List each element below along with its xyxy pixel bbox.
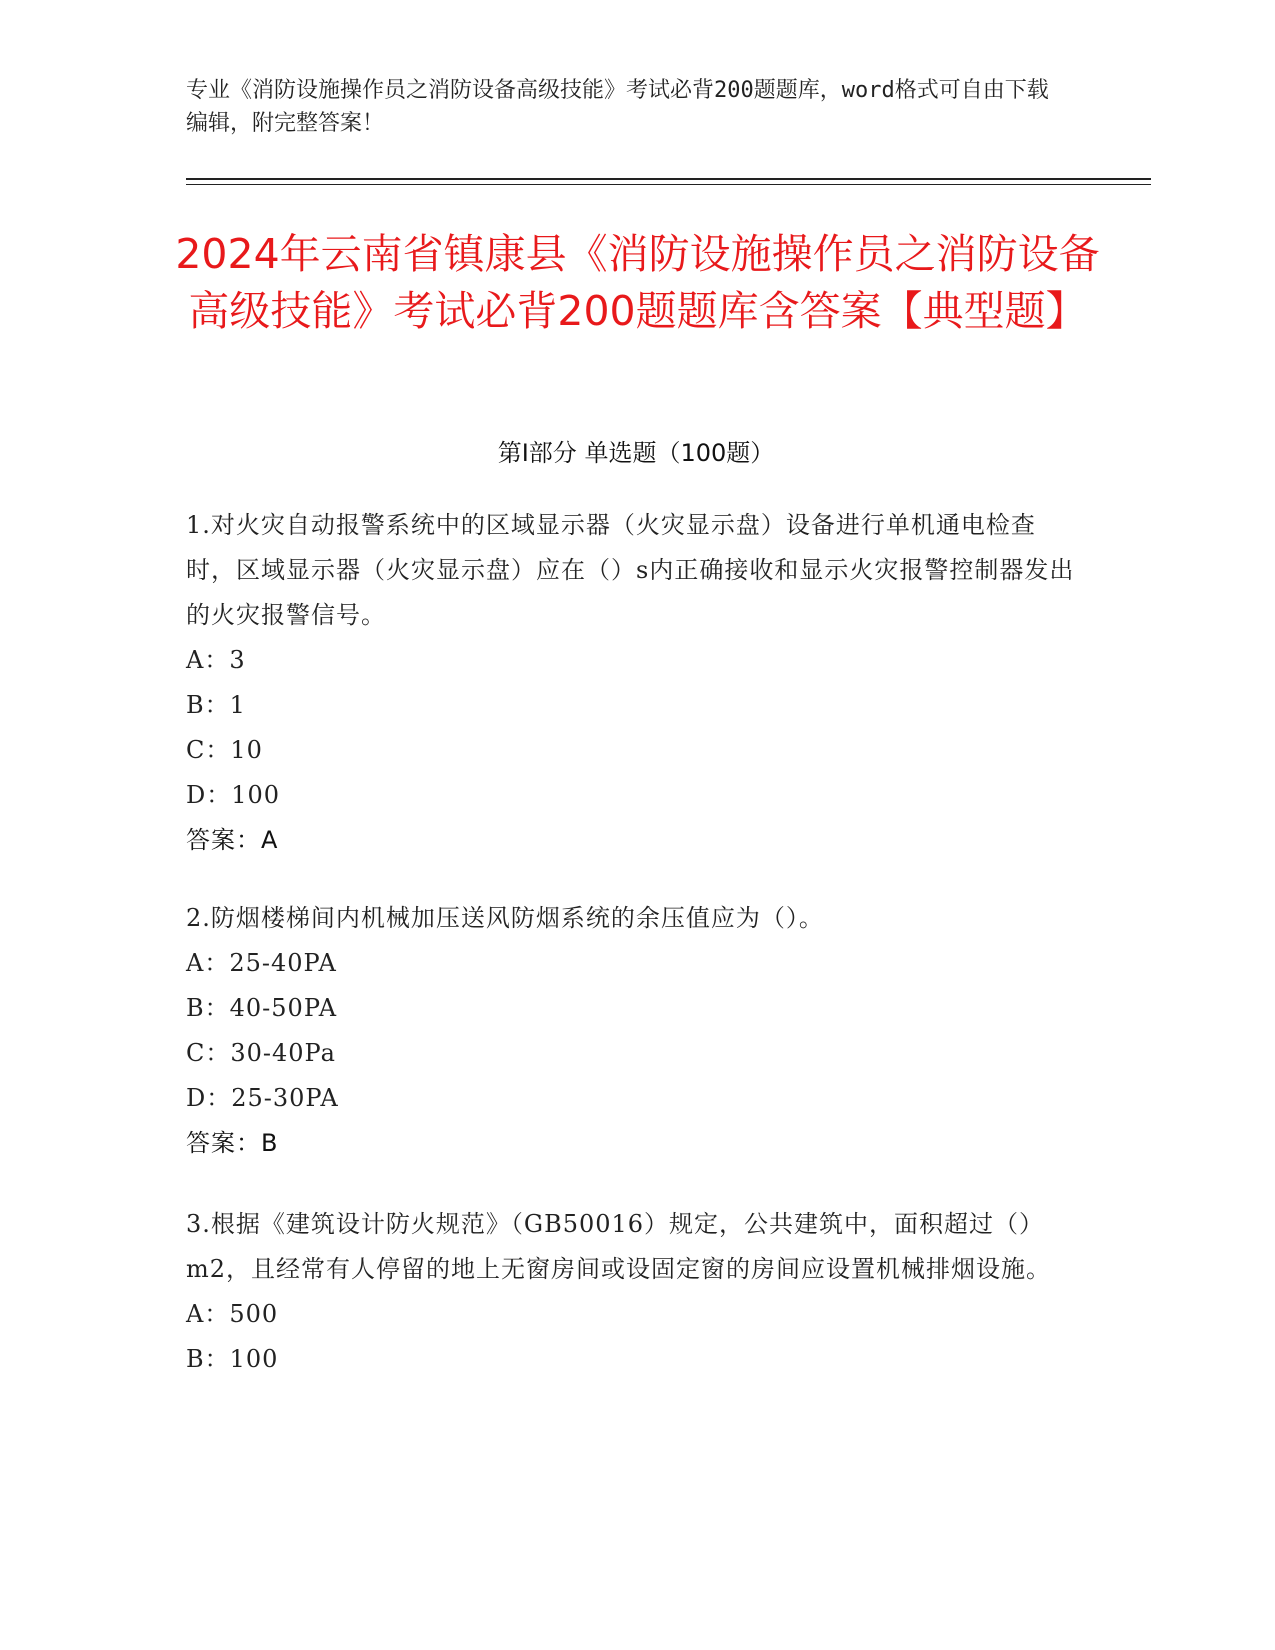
option-a: A：25-40PA — [186, 949, 337, 977]
answer: 答案：A — [186, 826, 279, 854]
option-a: A：500 — [186, 1300, 279, 1328]
question-1 — [186, 503, 1076, 863]
option-b: B：40-50PA — [186, 994, 338, 1022]
answer: 答案：B — [186, 1129, 279, 1157]
question-stem: 1.对火灾自动报警系统中的区域显示器（火灾显示盘）设备进行单机通电检查时，区域显示器（火灾显示盘）应在（）s内正确接收和显示火灾报警控制器发出的火灾报警信号。 — [186, 511, 1075, 629]
option-c: C：30-40Pa — [186, 1039, 336, 1067]
question-stem: 2.防烟楼梯间内机械加压送风防烟系统的余压值应为（）。 — [186, 904, 824, 932]
option-d: D：25-30PA — [186, 1084, 339, 1112]
question-2 — [186, 896, 1076, 1166]
option-d: D：100 — [186, 781, 281, 809]
header-rule-thin — [186, 184, 1151, 185]
header-rule-thick — [186, 178, 1151, 180]
option-a: A：3 — [186, 646, 246, 674]
option-c: C：10 — [186, 736, 263, 764]
question-stem: 3.根据《建筑设计防火规范》（GB50016）规定，公共建筑中，面积超过（）m2，且经常有人停留的地上无窗房间或设固定窗的房间应设置机械排烟设施。 — [186, 1210, 1052, 1283]
question-3 — [186, 1202, 1076, 1382]
main-title: 2024年云南省镇康县《消防设施操作员之消防设备高级技能》考试必背200题题库含答案【典型题】 — [175, 230, 1100, 335]
option-b: B：100 — [186, 1345, 279, 1373]
header-note: 专业《消防设施操作员之消防设备高级技能》考试必背200题题库，word格式可自由下载编辑，附完整答案！ — [186, 78, 1049, 136]
option-b: B：1 — [186, 691, 246, 719]
section-title: 第Ⅰ部分 单选题（100题） — [497, 439, 775, 467]
